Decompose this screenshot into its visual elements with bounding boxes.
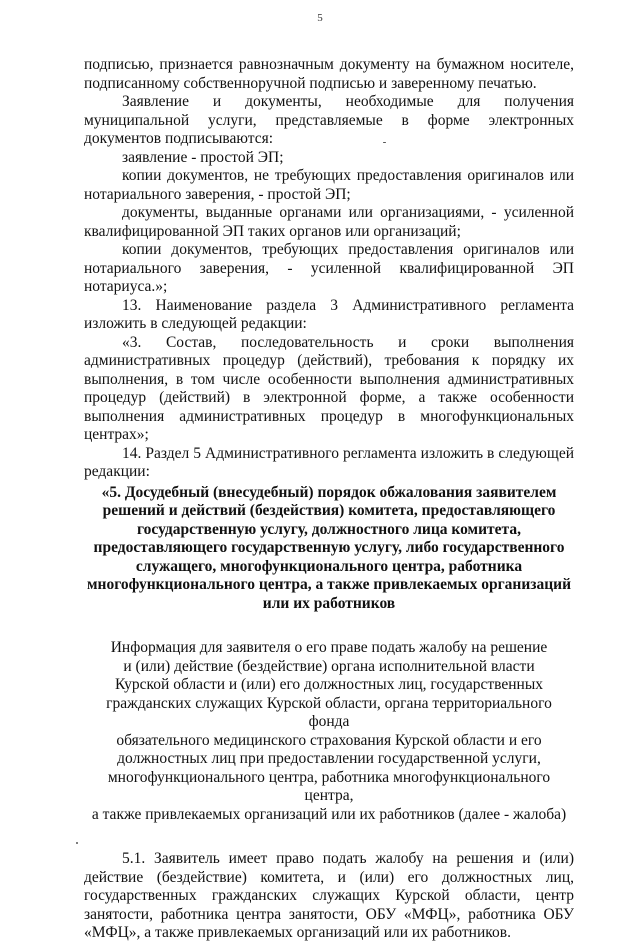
heading-line: государственную услугу, должностного лица комитета, <box>137 520 521 538</box>
document-body <box>84 56 574 943</box>
info-subheading <box>84 639 574 824</box>
paragraph-application-simple-ep: заявление - простой ЭП; <box>122 148 284 166</box>
paragraph-copies-notary: копии документов, требующих предоставления оригиналов или нотариального заверения, - усиленной квалифицированной ЭП нотариуса.»; <box>84 241 574 295</box>
paragraph-copies-simple-ep: копии документов, не требующих предоставления оригиналов или нотариального заверения, - простой ЭП; <box>84 167 574 203</box>
info-line: обязательного медицинского страхования Курской области и его <box>116 731 542 749</box>
paragraph-section-3-title: «3. Состав, последовательность и сроки выполнения административных процедур (действий), требования к порядку их выполнения, в том числе особенности выполнения административных процедур (действий) в электронной форме, а также особенности выполнения административных процедур в многофункциональных центрах»; <box>84 333 574 443</box>
info-line: Курской области и (или) его должностных лиц, государственных <box>114 676 544 693</box>
heading-line: предоставляющего государственную услугу, либо государственного <box>93 539 565 556</box>
scan-speck <box>383 142 386 143</box>
heading-line: или их работников <box>262 594 396 612</box>
section-5-heading <box>84 484 574 614</box>
paragraph-item-14: 14. Раздел 5 Административного регламента изложить в следующей редакции: <box>84 444 574 480</box>
info-line: а также привлекаемых организаций или их работников (далее - жалоба) <box>91 805 567 823</box>
paragraph-electronic-documents: Заявление и документы, необходимые для получения муниципальной услуги, представляемые в форме электронных документов подписываются: <box>84 93 574 147</box>
heading-line: решений и действий (бездействия) комитета, предоставляющего <box>102 502 556 519</box>
paragraph-item-13: 13. Наименование раздела 3 Административного регламента изложить в следующей редакции: <box>84 296 574 332</box>
heading-line: «5. Досудебный (внесудебный) порядок обжалования заявителем <box>101 483 557 501</box>
paragraph-issued-documents: документы, выданные органами или организациями, - усиленной квалифицированной ЭП таких органов или организаций; <box>84 204 574 240</box>
scan-speck <box>76 842 78 844</box>
info-line: многофункционального центра, работника многофункционального центра, <box>107 768 551 804</box>
info-line: и (или) действие (бездействие) органа исполнительной власти <box>123 657 535 675</box>
paragraph-5-1: 5.1. Заявитель имеет право подать жалобу на решения и (или) действие (бездействие) комитета, и (или) его должностных лиц, государственных гражданских служащих Курской области, центр занятости, работника центра занятости, ОБУ «МФЦ», работника ОБУ «МФЦ», а также привлекаемых организаций или их работников. <box>84 850 574 941</box>
info-line: гражданских служащих Курской области, органа территориального фонда <box>106 694 552 730</box>
paragraph-signature-equivalence: подписью, признается равнозначным документу на бумажном носителе, подписанному собственноручной подписью и заверенному печатью. <box>84 56 574 92</box>
info-line: Информация для заявителя о его праве подать жалобу на решение <box>110 639 548 656</box>
info-line: должностных лиц при предоставлении государственной услуги, <box>117 750 541 767</box>
heading-line: многофункционального центра, а также привлекаемых организаций <box>86 576 572 593</box>
page-number: 5 <box>317 12 323 24</box>
heading-line: служащего, многофункционального центра, работника <box>135 557 523 575</box>
